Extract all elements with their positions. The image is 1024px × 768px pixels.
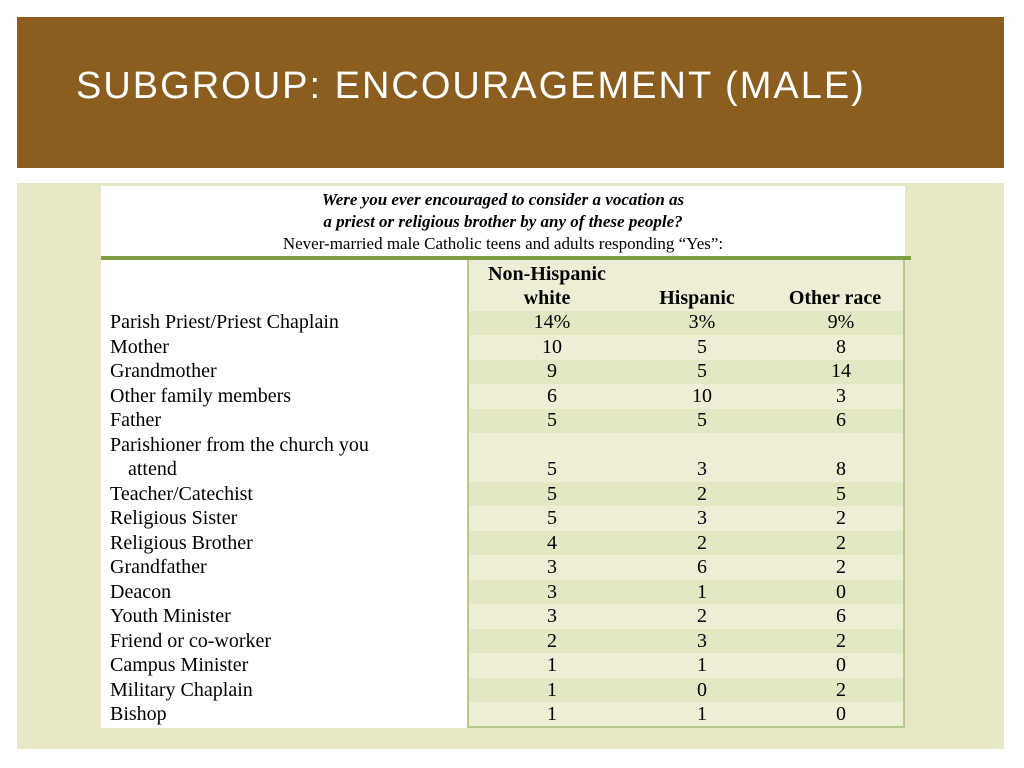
value-hispanic: 3 [697,507,707,529]
table-row [0,482,1024,507]
table-caption [101,186,905,256]
value-other-race: 0 [836,703,846,725]
row-label: Mother [110,335,169,358]
value-other-race: 2 [836,531,846,554]
value-nonhispanic-white: 6 [547,384,557,407]
value-hispanic: 1 [697,703,707,725]
table-row [0,678,1024,703]
value-other-race: 3 [836,384,846,407]
question-line-2: a priest or religious brother by any of these people? [323,212,683,231]
value-other-race: 6 [836,605,846,627]
table-row [0,335,1024,360]
value-hispanic: 3% [688,311,716,333]
value-other-race: 2 [836,678,846,701]
value-nonhispanic-white: 1 [547,654,557,676]
value-hispanic: 10 [692,384,712,407]
value-hispanic: 1 [697,654,707,676]
value-other-race: 14 [831,360,851,382]
table-row [0,408,1024,433]
value-hispanic: 2 [697,605,707,627]
value-other-race: 0 [836,580,846,603]
table-row [0,531,1024,556]
table-row [0,702,1024,727]
value-nonhispanic-white: 1 [547,678,557,701]
value-nonhispanic-white: 4 [547,531,557,554]
col-header-nonhispanic-white [467,262,627,310]
value-other-race: 2 [836,629,846,652]
table-row [0,433,1024,482]
table-row [0,506,1024,531]
value-hispanic: 1 [697,580,707,603]
col-header-other-race: Other race [788,287,882,309]
table-row [0,384,1024,409]
value-other-race: 6 [836,409,846,431]
value-nonhispanic-white: 5 [547,458,557,480]
value-hispanic: 3 [697,458,707,480]
table-row [0,555,1024,580]
table-row [0,580,1024,605]
table-row [0,359,1024,384]
value-nonhispanic-white: 9 [547,360,557,382]
value-other-race: 8 [836,335,846,358]
table-subtitle: Never-married male Catholic teens and adults responding “Yes”: [282,234,724,253]
row-label: Religious Sister [110,507,238,529]
value-hispanic: 2 [697,531,707,554]
value-nonhispanic-white: 1 [547,703,557,725]
value-nonhispanic-white: 10 [542,335,562,358]
value-hispanic: 5 [697,360,707,382]
value-other-race: 8 [836,458,846,480]
col-header-line-2: white [523,287,571,309]
row-label-line-1: Parishioner from the church you [110,433,369,456]
value-hispanic: 5 [697,335,707,358]
row-label: Deacon [110,580,172,603]
slide-title: SUBGROUP: ENCOURAGEMENT (MALE) [76,65,866,107]
row-label [110,433,369,482]
value-nonhispanic-white: 5 [547,482,557,505]
question-line-1: Were you ever encouraged to consider a vocation as [321,190,685,209]
table-row [0,653,1024,678]
row-label: Grandfather [110,556,207,578]
value-other-race: 2 [836,507,846,529]
table-row [0,310,1024,335]
row-label: Campus Minister [110,654,249,676]
row-label: Military Chaplain [110,678,253,701]
value-nonhispanic-white: 14% [533,311,571,333]
value-nonhispanic-white: 2 [547,629,557,652]
value-hispanic: 2 [697,482,707,505]
value-hispanic: 5 [697,409,707,431]
value-nonhispanic-white: 3 [547,556,557,578]
row-label: Other family members [110,384,292,407]
value-other-race: 0 [836,654,846,676]
value-other-race: 9% [827,311,855,333]
row-label: Religious Brother [110,531,253,554]
table-row [0,629,1024,654]
row-label: Father [110,409,162,431]
row-label: Parish Priest/Priest Chaplain [110,311,339,333]
row-label: Friend or co-worker [110,629,272,652]
value-nonhispanic-white: 3 [547,580,557,603]
row-label: Youth Minister [110,605,231,627]
table-row [0,604,1024,629]
col-header-hispanic: Hispanic [659,287,735,309]
value-hispanic: 3 [697,629,707,652]
value-other-race: 5 [836,482,846,505]
col-header-line-1: Non-Hispanic [488,263,606,285]
row-label: Teacher/Catechist [110,482,253,505]
value-nonhispanic-white: 5 [547,409,557,431]
value-nonhispanic-white: 5 [547,507,557,529]
row-label-line-2: attend [128,458,177,480]
row-label: Bishop [110,703,167,725]
row-label: Grandmother [110,360,217,382]
value-nonhispanic-white: 3 [547,605,557,627]
value-hispanic: 0 [697,678,707,701]
value-other-race: 2 [836,556,846,578]
value-hispanic: 6 [697,556,707,578]
